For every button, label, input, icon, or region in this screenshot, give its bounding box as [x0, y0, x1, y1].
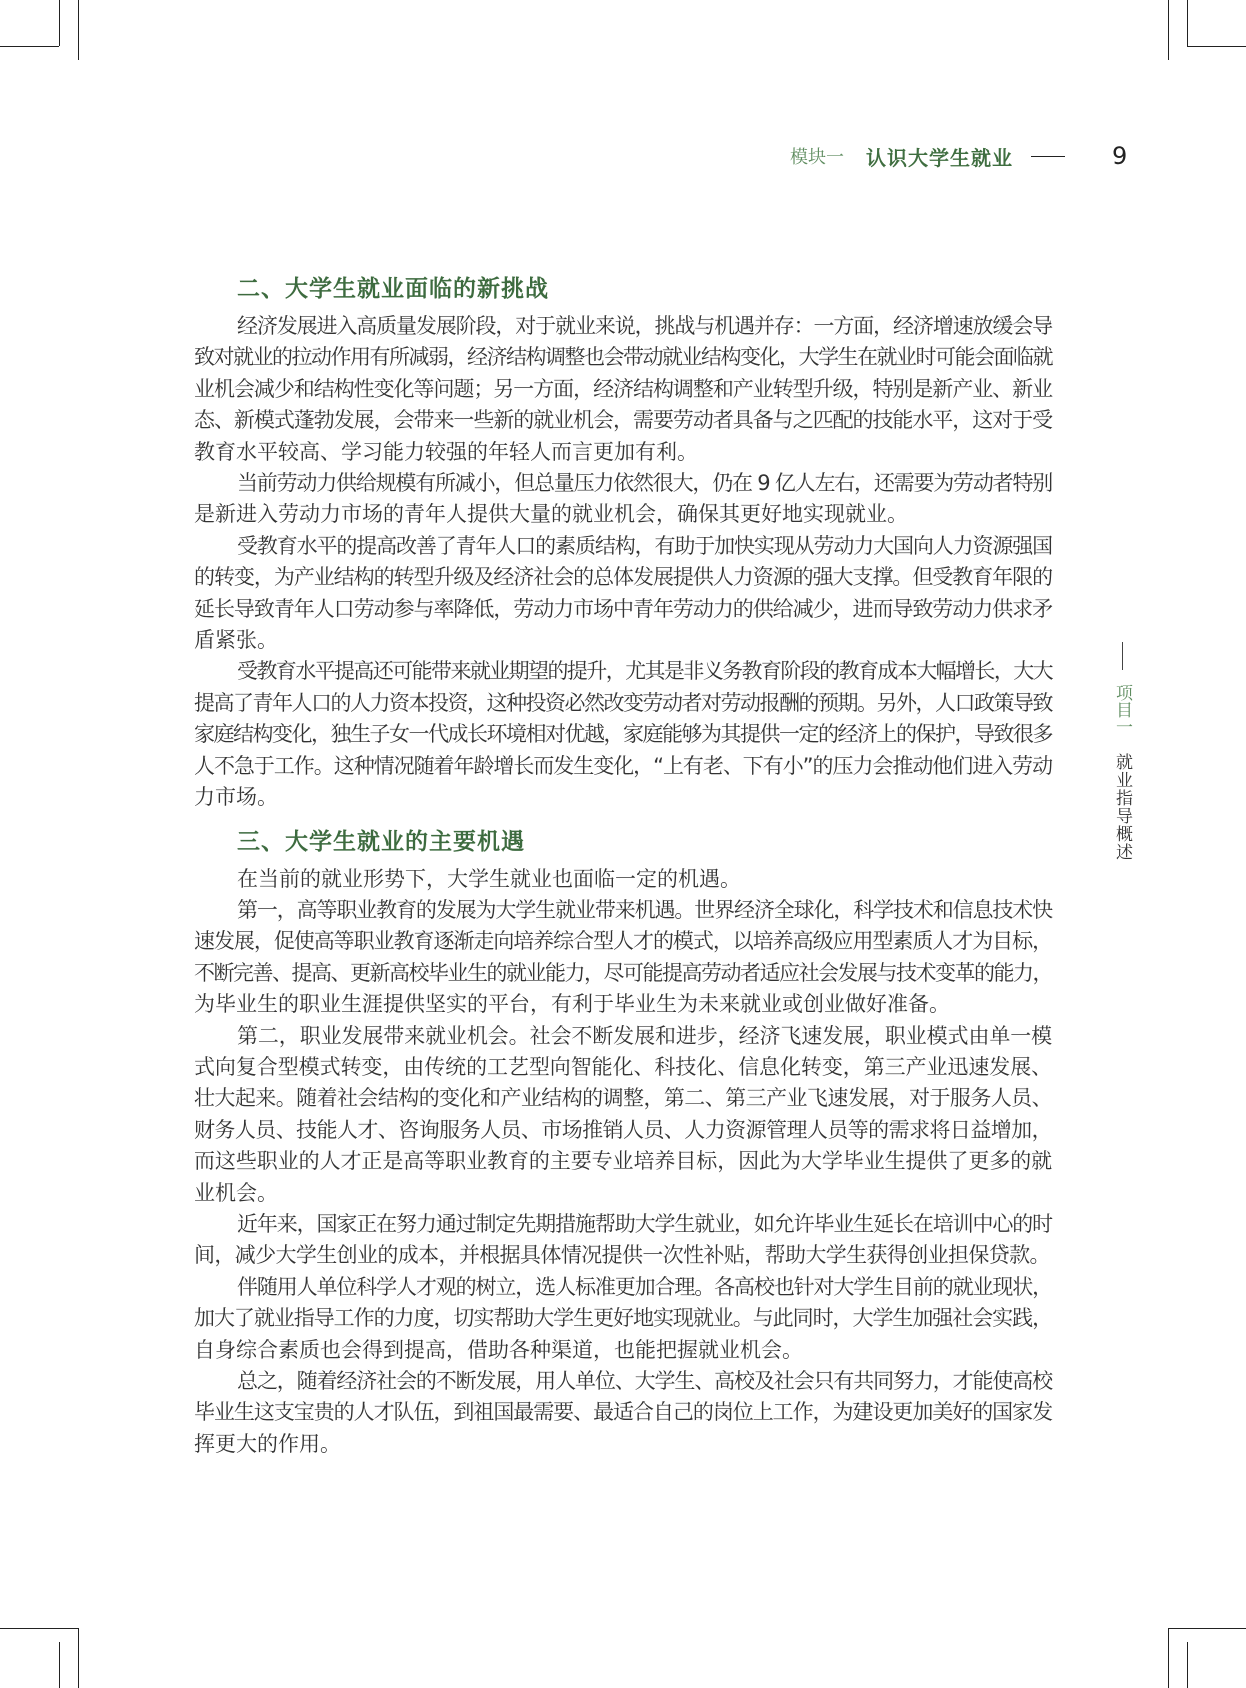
paragraph [194, 656, 1052, 813]
paragraph [194, 468, 1052, 531]
crop-mark [1187, 1642, 1188, 1688]
crop-mark [78, 1628, 79, 1688]
text-line: 的转变，为产业结构的转型升级及经济社会的总体发展提供人力资源的强大支撑。但受教育年限的 [194, 565, 1052, 590]
text-line: 总之，随着经济社会的不断发展，用人单位、大学生、高校及社会只有共同努力，才能使高校 [237, 1369, 1052, 1393]
paragraph [194, 864, 1052, 895]
text-line: 速发展，促使高等职业教育逐渐走向培养综合型人才的模式，以培养高级应用型素质人才为目标， [194, 929, 1052, 954]
crop-mark [1168, 1628, 1169, 1688]
module-label: 模块一 [790, 147, 844, 168]
text-line: 近年来，国家正在努力通过制定先期措施帮助大学生就业，如允许毕业生延长在培训中心的时 [237, 1211, 1052, 1236]
crop-mark [59, 0, 60, 46]
text-line: 为毕业生的职业生涯提供坚实的平台，有利于毕业生为未来就业或创业做好准备。 [194, 992, 950, 1017]
crop-mark [78, 0, 79, 60]
paragraph [194, 1366, 1052, 1460]
text-line: 不断完善、提高、更新高校毕业生的就业能力，尽可能提高劳动者适应社会发展与技术变革的能力， [194, 960, 1052, 985]
text-line: 在当前的就业形势下，大学生就业也面临一定的机遇。 [237, 866, 741, 891]
text-line: 教育水平较高、学习能力较强的年轻人而言更加有利。 [194, 439, 698, 464]
crop-mark [1187, 46, 1246, 47]
text-line: 经济发展进入高质量发展阶段，对于就业来说，挑战与机遇并存：一方面，经济增速放缓会导 [237, 314, 1052, 338]
text-line: 提高了青年人口的人力资本投资，这种投资必然改变劳动者对劳动报酬的预期。另外，人口政策导致 [194, 690, 1052, 715]
crop-mark [0, 46, 59, 47]
text-line: 财务人员、技能人才、咨询服务人员、市场推销人员、人力资源管理人员等的需求将日益增加， [194, 1117, 1052, 1142]
paragraph [194, 531, 1052, 657]
text-line: 延长导致青年人口劳动参与率降低，劳动力市场中青年劳动力的供给减少，进而导致劳动力供求矛 [194, 596, 1052, 621]
paragraph [194, 311, 1052, 468]
paragraph [194, 1209, 1052, 1272]
text-line: 自身综合素质也会得到提高，借助各种渠道，也能把握就业机会。 [194, 1337, 803, 1362]
text-line: 是新进入劳动力市场的青年人提供大量的就业机会，确保其更好地实现就业。 [194, 502, 908, 527]
side-rule [1122, 642, 1123, 670]
page-number: 9 [1112, 142, 1128, 170]
text-line: 受教育水平提高还可能带来就业期望的提升，尤其是非义务教育阶段的教育成本大幅增长，大大 [237, 659, 1052, 684]
paragraph [194, 1021, 1052, 1209]
text-line: 人不急于工作。这种情况随着年龄增长而发生变化，“上有老、下有小”的压力会推动他们进入劳动 [194, 753, 1052, 778]
text-line: 壮大起来。随着社会结构的变化和产业结构的调整，第二、第三产业飞速发展，对于服务人员、 [194, 1086, 1052, 1111]
text-line: 而这些职业的人才正是高等职业教育的主要专业培养目标，因此为大学毕业生提供了更多的就 [194, 1149, 1052, 1174]
text-line: 致对就业的拉动作用有所减弱，经济结构调整也会带动就业结构变化，大学生在就业时可能会面临就 [194, 345, 1052, 370]
text-line: 受教育水平的提高改善了青年人口的素质结构，有助于加快实现从劳动力大国向人力资源强国 [237, 533, 1052, 558]
text-line: 力市场。 [194, 785, 278, 810]
crop-mark [1168, 0, 1169, 60]
running-header [790, 140, 1065, 172]
section-heading: 三、大学生就业的主要机遇 [237, 827, 525, 855]
text-line: 盾紧张。 [194, 628, 278, 653]
text-line: 第二，职业发展带来就业机会。社会不断发展和进步，经济飞速发展，职业模式由单一模 [237, 1023, 1052, 1048]
text-line: 挥更大的作用。 [194, 1431, 341, 1456]
text-line: 伴随用人单位科学人才观的树立，选人标准更加合理。各高校也针对大学生目前的就业现状， [237, 1274, 1052, 1299]
paragraph [194, 895, 1052, 1021]
section-heading: 二、大学生就业面临的新挑战 [237, 275, 549, 302]
header-rule [1031, 156, 1065, 157]
text-line: 第一，高等职业教育的发展为大学生就业带来机遇。世界经济全球化，科学技术和信息技术快 [237, 897, 1052, 922]
text-line: 加大了就业指导工作的力度，切实帮助大学生更好地实现就业。与此同时，大学生加强社会实践， [194, 1306, 1052, 1331]
text-line: 间，减少大学生创业的成本，并根据具体情况提供一次性补贴，帮助大学生获得创业担保贷款。 [194, 1243, 1050, 1268]
crop-mark [59, 1642, 60, 1688]
text-line: 态、新模式蓬勃发展，会带来一些新的就业机会，需要劳动者具备与之匹配的技能水平，这对于受 [194, 408, 1052, 433]
text-line: 当前劳动力供给规模有所减小，但总量压力依然很大，仍在 9 亿人左右，还需要为劳动者特别 [237, 471, 1052, 496]
crop-mark [0, 1628, 78, 1629]
chapter-title: 认识大学生就业 [866, 145, 1013, 170]
text-line: 业机会。 [194, 1180, 278, 1205]
paragraph [194, 1272, 1052, 1366]
text-line: 式向复合型模式转变，由传统的工艺型向智能化、科技化、信息化转变，第三产业迅速发展、 [194, 1054, 1052, 1079]
crop-mark [1187, 0, 1188, 46]
crop-mark [1168, 1628, 1246, 1629]
text-line: 毕业生这支宝贵的人才队伍，到祖国最需要、最适合自己的岗位上工作，为建设更加美好的国家发 [194, 1400, 1052, 1425]
text-line: 家庭结构变化，独生子女一代成长环境相对优越，家庭能够为其提供一定的经济上的保护，导致很多 [194, 722, 1052, 747]
body-content [194, 267, 1052, 1460]
side-title: 就业指导概述 [1112, 753, 1132, 861]
side-project-label: 项目一 [1112, 684, 1132, 735]
text-line: 业机会减少和结构性变化等问题；另一方面，经济结构调整和产业转型升级，特别是新产业、新业 [194, 376, 1052, 401]
side-tab [1112, 642, 1132, 861]
